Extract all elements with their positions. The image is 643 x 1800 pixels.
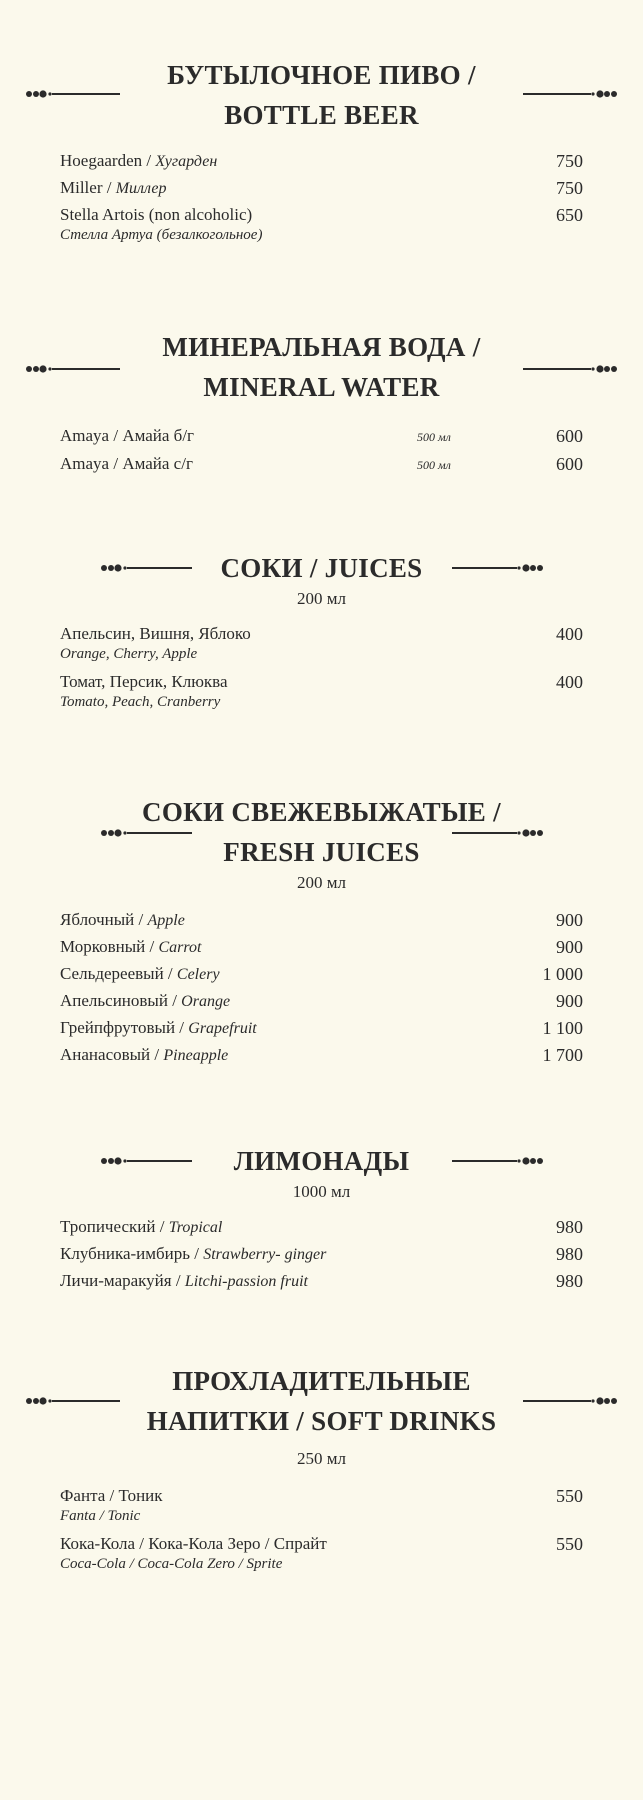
item-price: 750 bbox=[556, 151, 583, 171]
menu-item bbox=[60, 909, 583, 933]
section-title: НАПИТКИ / SOFT DRINKS bbox=[146, 1406, 497, 1436]
item-price: 750 bbox=[556, 178, 583, 198]
menu-item bbox=[60, 990, 583, 1014]
item-name-italic: Orange bbox=[181, 993, 231, 1010]
section-title: ПРОХЛАДИТЕЛЬНЫЕ bbox=[172, 1366, 471, 1396]
section-heading bbox=[0, 1361, 643, 1441]
section-title: СОКИ / JUICES bbox=[220, 553, 423, 583]
item-name-italic: Strawberry- ginger bbox=[203, 1246, 327, 1263]
menu-item bbox=[60, 671, 583, 710]
item-subtitle: Tomato, Peach, Cranberry bbox=[60, 694, 221, 710]
section-subtitle: 200 мл bbox=[297, 589, 346, 608]
item-name: Грейпфрутовый / bbox=[60, 1018, 189, 1037]
ornament-right-icon bbox=[452, 826, 544, 840]
menu-item bbox=[60, 1270, 583, 1294]
menu-item bbox=[60, 623, 583, 662]
section-title: MINERAL WATER bbox=[203, 372, 440, 402]
section-heading bbox=[0, 792, 643, 872]
section-subtitle: 250 мл bbox=[297, 1449, 346, 1468]
item-price: 400 bbox=[556, 624, 583, 644]
item-name-italic: Grapefruit bbox=[188, 1020, 257, 1037]
item-name-italic: Хугарден bbox=[155, 153, 218, 170]
item-price: 1 100 bbox=[542, 1018, 583, 1038]
ornament-left-icon bbox=[100, 826, 192, 840]
section-title: МИНЕРАЛЬНАЯ ВОДА / bbox=[162, 332, 481, 362]
item-name-italic: Celery bbox=[176, 966, 220, 983]
section-mineral-water bbox=[0, 327, 643, 474]
section-title: ЛИМОНАДЫ bbox=[233, 1146, 410, 1176]
menu-item bbox=[60, 425, 583, 449]
item-price: 980 bbox=[556, 1217, 583, 1237]
item-name: Томат, Персик, Клюква bbox=[60, 672, 228, 691]
section-soft-drinks bbox=[0, 1361, 643, 1572]
item-price: 550 bbox=[556, 1534, 583, 1554]
ornament-left-icon bbox=[25, 362, 120, 376]
item-volume: 500 мл bbox=[417, 430, 451, 444]
item-subtitle: Orange, Cherry, Apple bbox=[60, 646, 198, 662]
menu-item bbox=[60, 177, 583, 201]
item-name: Морковный / bbox=[60, 937, 159, 956]
ornament-left-icon bbox=[100, 1154, 192, 1168]
item-name: Личи-маракуйя / bbox=[60, 1271, 185, 1290]
menu-item bbox=[60, 1533, 583, 1572]
item-name: Яблочный / bbox=[60, 910, 148, 929]
item-price: 1 000 bbox=[542, 964, 583, 984]
menu-item bbox=[60, 1485, 583, 1524]
section-title: БУТЫЛОЧНОЕ ПИВО / bbox=[167, 60, 476, 90]
item-name: Апельсин, Вишня, Яблоко bbox=[60, 624, 251, 643]
item-price: 900 bbox=[556, 910, 583, 930]
item-volume: 500 мл bbox=[417, 458, 451, 472]
section-title: FRESH JUICES bbox=[223, 837, 420, 867]
item-name: Фанта / Тоник bbox=[60, 1486, 163, 1505]
item-price: 900 bbox=[556, 937, 583, 957]
menu-item bbox=[60, 204, 583, 243]
section-subtitle: 1000 мл bbox=[292, 1182, 351, 1201]
item-name-italic: Carrot bbox=[158, 939, 202, 956]
menu-item bbox=[60, 936, 583, 960]
item-subtitle: Coca-Cola / Coca-Cola Zero / Sprite bbox=[60, 1556, 283, 1572]
section-fresh-juices bbox=[0, 792, 643, 1065]
item-subtitle: Стелла Артуа (безалкогольное) bbox=[60, 227, 263, 243]
ornament-left-icon bbox=[100, 561, 192, 575]
item-name: Сельдерeевый / bbox=[60, 964, 177, 983]
item-name: Hoegaarden / bbox=[60, 151, 156, 170]
section-lemonades bbox=[0, 1141, 643, 1291]
ornament-right-icon bbox=[523, 87, 618, 101]
menu-item bbox=[60, 1216, 583, 1240]
section-heading bbox=[0, 1141, 643, 1181]
ornament-right-icon bbox=[523, 362, 618, 376]
item-name: Кока-Кола / Кока-Кола Зеро / Спрайт bbox=[60, 1534, 327, 1553]
section-heading bbox=[0, 55, 643, 135]
item-price: 600 bbox=[556, 426, 583, 446]
item-price: 900 bbox=[556, 991, 583, 1011]
item-price: 980 bbox=[556, 1244, 583, 1264]
item-name-italic: Tropical bbox=[168, 1219, 223, 1236]
item-price: 550 bbox=[556, 1486, 583, 1506]
menu-item bbox=[60, 1044, 583, 1068]
section-juices bbox=[0, 548, 643, 710]
item-price: 1 700 bbox=[542, 1045, 583, 1065]
item-subtitle: Fanta / Tonic bbox=[60, 1508, 141, 1524]
section-title: СОКИ СВЕЖЕВЫЖАТЫЕ / bbox=[142, 797, 501, 827]
ornament-left-icon bbox=[25, 87, 120, 101]
menu-item bbox=[60, 150, 583, 174]
ornament-right-icon bbox=[452, 561, 544, 575]
section-heading bbox=[0, 327, 643, 407]
item-name: Amaya / Амайа б/г bbox=[60, 426, 195, 445]
section-title: BOTTLE BEER bbox=[224, 100, 419, 130]
ornament-right-icon bbox=[452, 1154, 544, 1168]
item-price: 650 bbox=[556, 205, 583, 225]
item-name: Miller / bbox=[60, 178, 116, 197]
item-name-italic: Pineapple bbox=[163, 1047, 229, 1064]
menu-item bbox=[60, 963, 583, 987]
section-subtitle: 200 мл bbox=[297, 873, 346, 892]
item-name-italic: Миллер bbox=[115, 180, 167, 197]
item-name: Ананасовый / bbox=[60, 1045, 164, 1064]
menu-item bbox=[60, 1017, 583, 1041]
item-name: Апельсиновый / bbox=[60, 991, 182, 1010]
menu-item bbox=[60, 1243, 583, 1267]
section-heading bbox=[0, 548, 643, 588]
ornament-left-icon bbox=[25, 1394, 120, 1408]
item-name: Тропический / bbox=[60, 1217, 169, 1236]
item-name-italic: Litchi-passion fruit bbox=[184, 1273, 308, 1290]
item-name: Клубника-имбирь / bbox=[60, 1244, 204, 1263]
item-price: 980 bbox=[556, 1271, 583, 1291]
item-name: Amaya / Амайа с/г bbox=[60, 454, 193, 473]
item-name: Stella Artois (non alcoholic) bbox=[60, 205, 253, 224]
item-price: 400 bbox=[556, 672, 583, 692]
item-name-italic: Apple bbox=[147, 912, 185, 929]
ornament-right-icon bbox=[523, 1394, 618, 1408]
item-price: 600 bbox=[556, 454, 583, 474]
menu-item bbox=[60, 453, 583, 477]
section-bottle-beer bbox=[0, 55, 643, 243]
